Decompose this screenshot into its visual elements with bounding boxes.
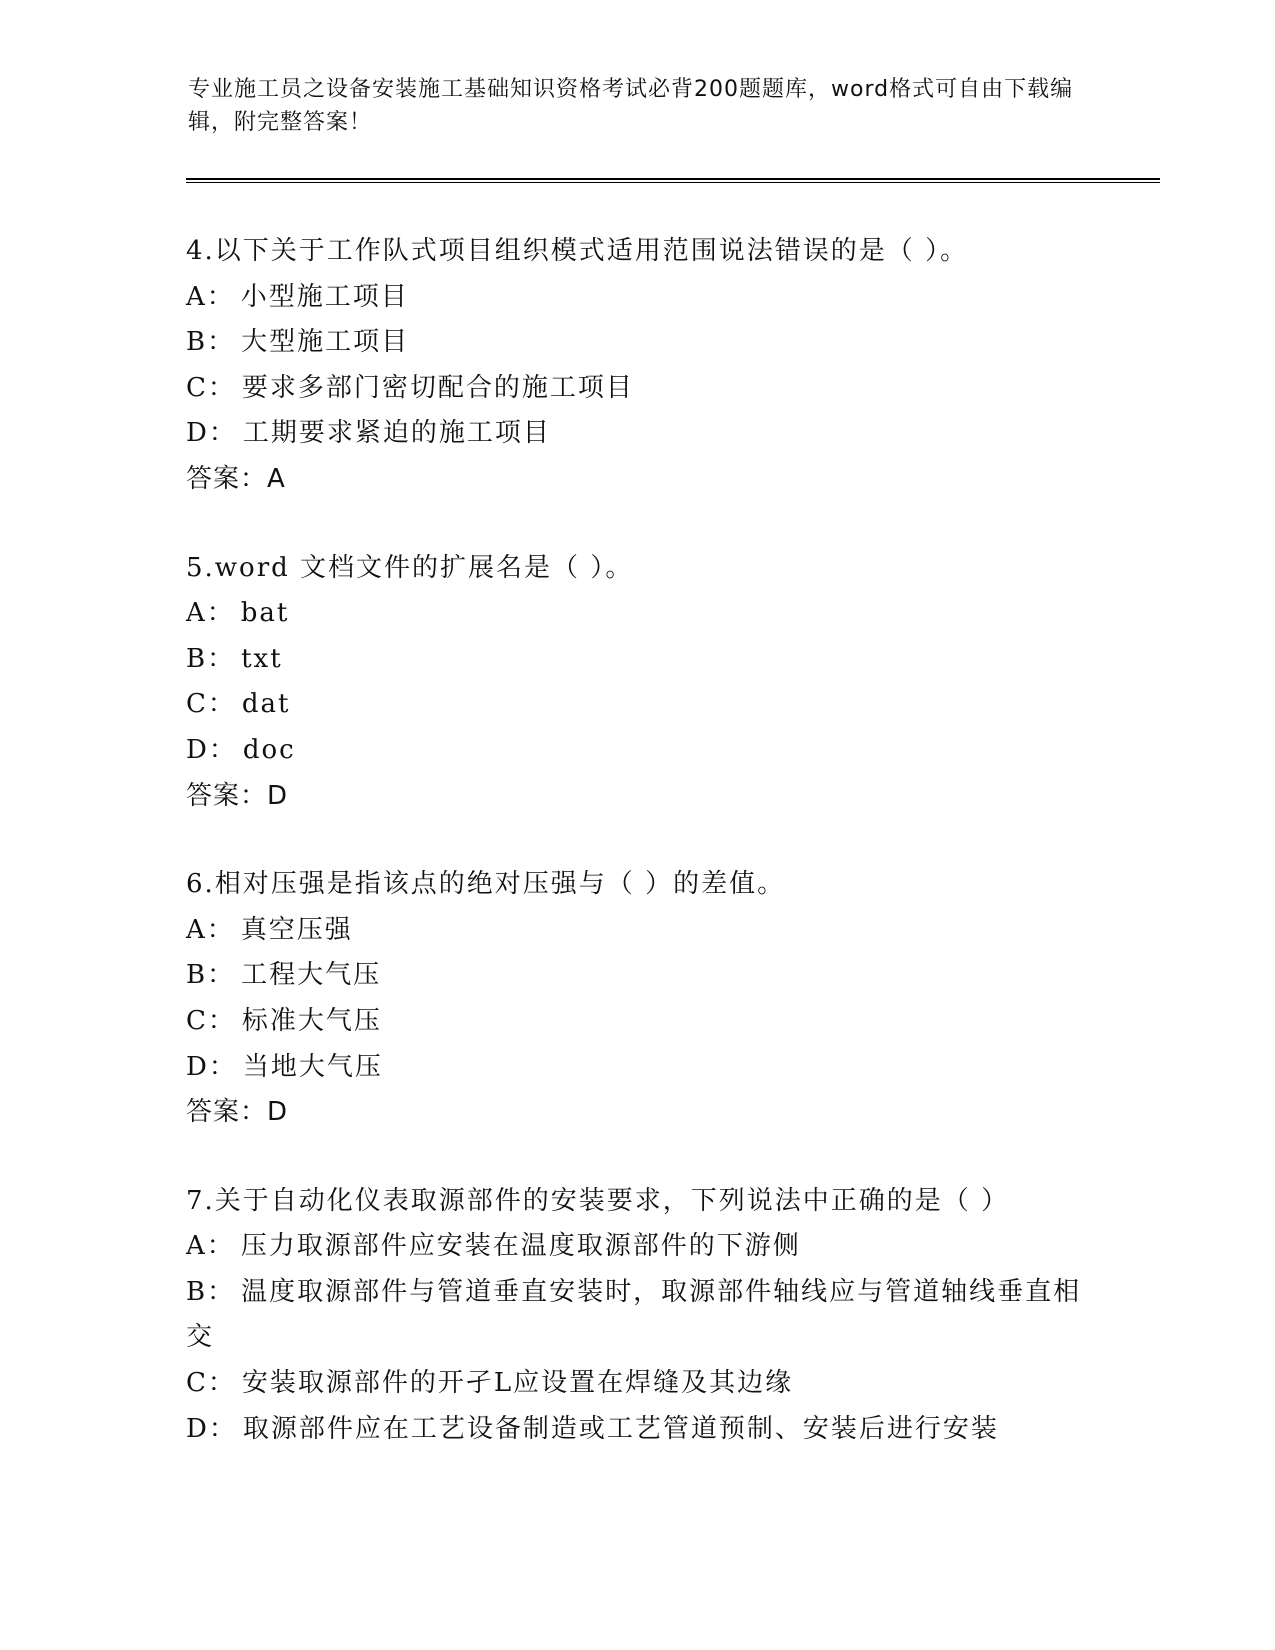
option-text: 取源部件应在工艺设备制造或工艺管道预制、安装后进行安装 [242, 1413, 999, 1444]
question-7 [186, 1179, 1086, 1453]
option-b [186, 1270, 1086, 1361]
option-text: dat [241, 689, 291, 720]
question-4 [186, 229, 1086, 503]
option-letter: D： [186, 418, 237, 449]
option-letter: D： [186, 1051, 237, 1082]
option-letter: A： [186, 598, 235, 629]
answer-line: 答案：D [186, 780, 289, 811]
option-text: doc [242, 734, 296, 765]
option-letter: C： [186, 1368, 236, 1399]
option-letter: C： [186, 372, 236, 403]
option-a [186, 275, 1086, 321]
option-a [186, 591, 1086, 637]
option-letter: D： [186, 734, 237, 765]
question-5 [186, 546, 1086, 820]
option-d [186, 728, 1086, 774]
question-6 [186, 862, 1086, 1136]
option-c [186, 682, 1086, 728]
option-text: txt [241, 643, 283, 674]
option-letter: C： [186, 689, 236, 720]
option-text: 当地大气压 [242, 1051, 383, 1082]
option-d [186, 411, 1086, 457]
question-stem: 7.关于自动化仪表取源部件的安装要求，下列说法中正确的是（ ） [186, 1185, 1010, 1216]
option-letter: B： [186, 643, 236, 674]
option-letter: A： [186, 281, 235, 312]
option-text: 工期要求紧迫的施工项目 [242, 418, 551, 449]
option-text: bat [240, 598, 290, 629]
option-letter: B： [186, 1276, 236, 1307]
option-letter: D： [186, 1413, 237, 1444]
option-letter: B： [186, 327, 236, 358]
option-text: 真空压强 [240, 914, 353, 945]
option-d [186, 1045, 1086, 1091]
option-text: 压力取源部件应安装在温度取源部件的下游侧 [240, 1231, 801, 1262]
option-text: 要求多部门密切配合的施工项目 [241, 372, 634, 403]
answer-line: 答案：A [186, 463, 286, 494]
document-header: 专业施工员之设备安装施工基础知识资格考试必背200题题库，word格式可自由下载编辑，附完整答案！ [188, 77, 1074, 135]
option-c [186, 366, 1086, 412]
option-c [186, 999, 1086, 1045]
option-letter: A： [186, 914, 235, 945]
option-b [186, 320, 1086, 366]
option-text: 标准大气压 [241, 1005, 382, 1036]
option-text: 温度取源部件与管道垂直安装时，取源部件轴线应与管道轴线垂直相交 [186, 1276, 1082, 1353]
answer-line: 答案：D [186, 1097, 289, 1128]
option-text: 大型施工项目 [241, 327, 410, 358]
header-rule-top [186, 178, 1160, 180]
option-c [186, 1361, 1086, 1407]
option-a [186, 1224, 1086, 1270]
option-d [186, 1407, 1086, 1453]
option-letter: B： [186, 960, 236, 991]
option-text: 工程大气压 [241, 960, 382, 991]
question-stem: 6.相对压强是指该点的绝对压强与（ ）的差值。 [186, 869, 786, 900]
question-list [186, 229, 1086, 1495]
option-b [186, 953, 1086, 999]
question-stem: 5.word 文档文件的扩展名是（ ）。 [186, 552, 634, 583]
option-letter: C： [186, 1005, 236, 1036]
option-text: 小型施工项目 [240, 281, 409, 312]
question-stem: 4.以下关于工作队式项目组织模式适用范围说法错误的是（ ）。 [186, 236, 969, 266]
option-text: 安装取源部件的开孑L应设置在焊缝及其边缘 [241, 1368, 794, 1399]
option-letter: A： [186, 1231, 235, 1262]
option-b [186, 637, 1086, 683]
header-rule-bottom [186, 182, 1160, 183]
option-a [186, 908, 1086, 954]
